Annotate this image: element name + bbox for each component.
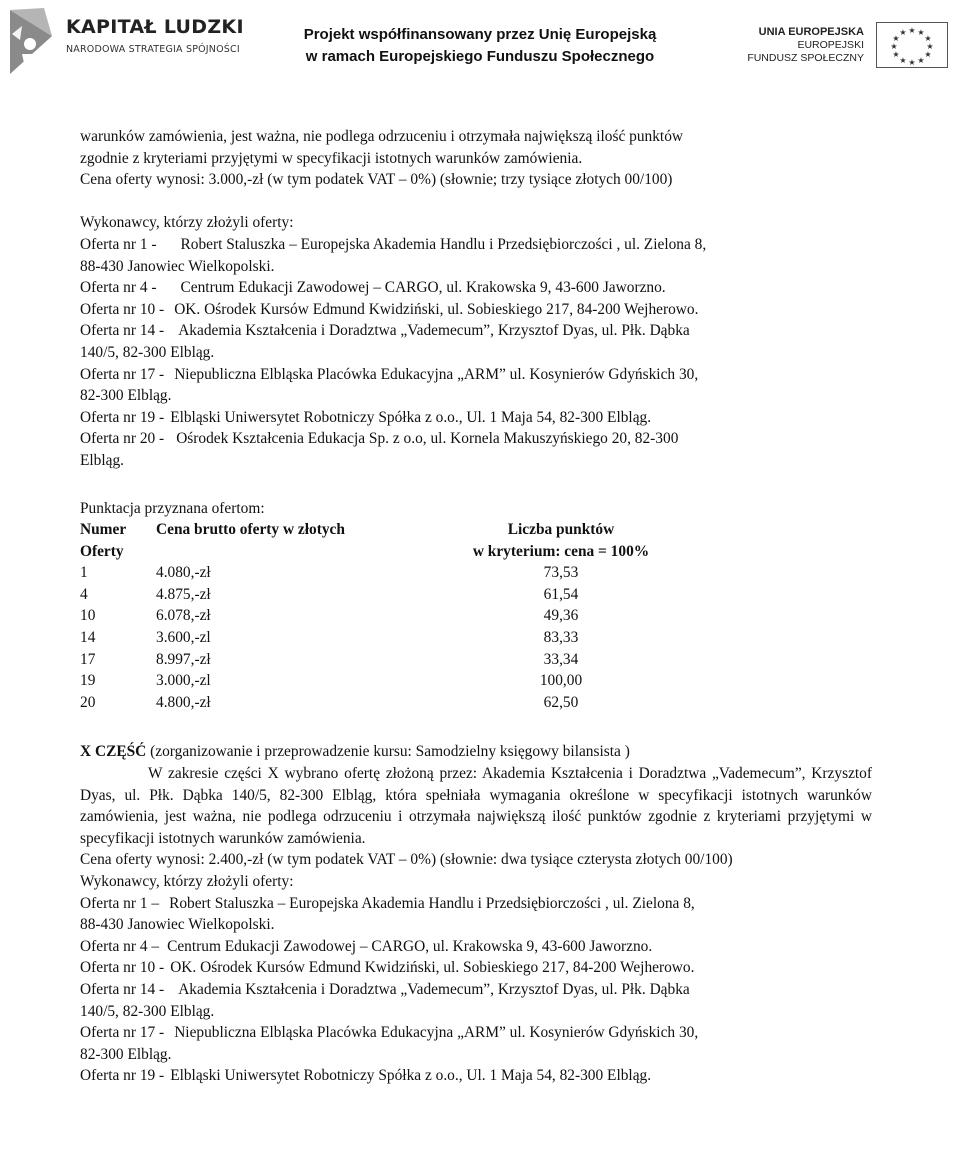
table-row: 17 8.997,-zł 33,34	[80, 650, 579, 668]
kapital-ludzki-subtitle: NARODOWA STRATEGIA SPÓJNOŚCI	[66, 44, 240, 55]
svg-text:★: ★	[899, 28, 907, 37]
offer-label: Oferta nr 4 –	[80, 937, 160, 955]
offer-label: Oferta nr 1 -	[80, 235, 157, 253]
offer-label: Oferta nr 17 -	[80, 365, 165, 383]
eu-line-2: EUROPEJSKI	[797, 39, 864, 51]
offer-label: Oferta nr 19 -	[80, 1067, 165, 1085]
offer-label: Oferta nr 10 -	[80, 300, 165, 318]
intro-line-2: zgodnie z kryteriami przyjętymi w specyfikacji istotnych warunków zamówienia.	[80, 149, 583, 167]
offer-label: Oferta nr 14 -	[80, 980, 165, 998]
offer-label: Oferta nr 10 -	[80, 959, 165, 977]
svg-text:★: ★	[917, 28, 925, 37]
offer-text: Niepubliczna Elbląska Placówka Edukacyjna „ARM” ul. Kosynierów Gdyńskich 30,	[174, 1024, 699, 1042]
offer-item	[80, 407, 872, 429]
svg-text:★: ★	[892, 50, 900, 59]
offer-item	[80, 428, 872, 450]
svg-text:★: ★	[924, 50, 932, 59]
offer-text: Akademia Kształcenia i Doradztwa „Vademecum”, Krzysztof Dyas, ul. Płk. Dąbka	[178, 322, 690, 340]
header-points: Liczba punktów w kryterium: cena = 100%	[472, 521, 650, 560]
eu-line-3: FUNDUSZ SPOŁECZNY	[747, 52, 864, 64]
document-body	[80, 126, 872, 1087]
offer-item	[80, 893, 872, 915]
offer-text: Akademia Kształcenia i Doradztwa „Vademecum”, Krzysztof Dyas, ul. Płk. Dąbka	[178, 980, 690, 998]
kapital-ludzki-title: KAPITAŁ LUDZKI	[66, 16, 244, 38]
offer-text: Robert Staluszka – Europejska Akademia Handlu i Przedsiębiorczości , ul. Zielona 8,	[180, 235, 707, 253]
offer-label: Oferta nr 20 -	[80, 430, 165, 448]
offer-item	[80, 1065, 872, 1087]
part-label: X CZĘŚĆ	[80, 743, 147, 761]
svg-text:★: ★	[908, 58, 916, 67]
svg-text:★: ★	[926, 42, 934, 51]
price-line: Cena oferty wynosi: 2.400,-zł (w tym podatek VAT – 0%) (słownie: dwa tysiące czterysta złotych 00/100)	[80, 851, 733, 869]
offer-item	[80, 1022, 872, 1044]
offer-text: Centrum Edukacji Zawodowej – CARGO, ul. Krakowska 9, 43-600 Jaworzno.	[180, 279, 666, 297]
part-heading	[80, 741, 872, 763]
table-row: 4 4.875,-zł 61,54	[80, 585, 579, 603]
offer-item	[80, 979, 872, 1001]
offer-text: Elbląski Uniwersytet Robotniczy Spółka z o.o., Ul. 1 Maja 54, 82-300 Elbląg.	[170, 1067, 652, 1085]
offer-text: OK. Ośrodek Kursów Edmund Kwidziński, ul. Sobieskiego 217, 84-200 Wejherowo.	[170, 959, 695, 977]
scoring-title: Punktacja przyznana ofertom:	[80, 499, 265, 517]
offer-text: Centrum Edukacji Zawodowej – CARGO, ul. Krakowska 9, 43-600 Jaworzno.	[167, 937, 653, 955]
svg-text:★: ★	[917, 56, 925, 65]
offer-text: Elbląski Uniwersytet Robotniczy Spółka z o.o., Ul. 1 Maja 54, 82-300 Elbląg.	[170, 408, 652, 426]
eu-line-1: UNIA EUROPEJSKA	[758, 26, 864, 38]
eu-logo-text	[747, 26, 864, 65]
svg-text:★: ★	[890, 42, 898, 51]
offer-label: Oferta nr 4 -	[80, 279, 157, 297]
offer-label: Oferta nr 19 -	[80, 408, 165, 426]
offer-text: Robert Staluszka – Europejska Akademia Handlu i Przedsiębiorczości , ul. Zielona 8,	[169, 894, 695, 912]
offer-continuation: 82-300 Elbląg.	[80, 1045, 172, 1063]
selection-paragraph: W zakresie części X wybrano ofertę złożoną przez: Akademia Kształcenia i Doradztwa „Vademecum”, Krzysztof Dyas, ul. Płk. Dąbka 140/5, 82-300 Elbląg, która spełniała wymagania określone w specyfikacji istotnych warunków zamówienia, jest ważna, nie podlega odrzuceniu i otrzymała największą ilość punktów zgodnie z kryteriami przyjętymi w specyfikacji istotnych warunków zamówienia.	[80, 765, 872, 847]
offer-continuation: 88-430 Janowiec Wielkopolski.	[80, 916, 275, 934]
scoring-table	[80, 519, 676, 713]
offer-label: Oferta nr 17 -	[80, 1024, 165, 1042]
funding-line-1: Projekt współfinansowany przez Unię Europejską	[303, 26, 657, 43]
eu-flag-icon	[876, 22, 948, 68]
offer-item	[80, 299, 872, 321]
table-row: 10 6.078,-zł 49,36	[80, 607, 579, 625]
table-row: 20 4.800,-zł 62,50	[80, 693, 579, 711]
svg-text:★: ★	[899, 56, 907, 65]
offer-item	[80, 957, 872, 979]
svg-text:★: ★	[908, 26, 916, 35]
table-row: 14 3.600,-zl 83,33	[80, 629, 579, 647]
table-row: 19 3.000,-zl 100,00	[80, 672, 583, 690]
offer-text: Ośrodek Kształcenia Edukacja Sp. z o.o, ul. Kornela Makuszyńskiego 20, 82-300	[176, 430, 679, 448]
table-header-row	[80, 519, 676, 562]
svg-text:★: ★	[924, 34, 932, 43]
intro-line-1: warunków zamówienia, jest ważna, nie podlega odrzuceniu i otrzymała największą ilość punktów	[80, 128, 684, 145]
offer-continuation: 82-300 Elbląg.	[80, 387, 172, 405]
bidders-heading: Wykonawcy, którzy złożyli oferty:	[80, 214, 294, 232]
svg-text:★: ★	[892, 34, 900, 43]
part-description: (zorganizowanie i przeprowadzenie kursu: Samodzielny księgowy bilansista )	[150, 743, 630, 761]
offer-continuation: 140/5, 82-300 Elbląg.	[80, 343, 215, 361]
offer-item	[80, 277, 872, 299]
page-header	[0, 0, 960, 80]
offer-continuation: 88-430 Janowiec Wielkopolski.	[80, 257, 275, 275]
table-row: 1 4.080,-zł 73,53	[80, 564, 579, 582]
offer-item	[80, 320, 872, 342]
offer-text: Niepubliczna Elbląska Placówka Edukacyjna „ARM” ul. Kosynierów Gdyńskich 30,	[174, 365, 699, 383]
offer-continuation: Elbląg.	[80, 451, 125, 469]
offer-item	[80, 936, 872, 958]
offer-item	[80, 364, 872, 386]
offer-continuation: 140/5, 82-300 Elbląg.	[80, 1002, 215, 1020]
header-number: Numer Oferty	[80, 521, 127, 560]
funding-line-2: w ramach Europejskiego Funduszu Społecznego	[305, 48, 655, 65]
offer-label: Oferta nr 1 –	[80, 894, 160, 912]
price-line: Cena oferty wynosi: 3.000,-zł (w tym podatek VAT – 0%) (słownie; trzy tysiące złotych 00/100)	[80, 171, 673, 189]
offer-item	[80, 234, 872, 256]
offer-text: OK. Ośrodek Kursów Edmund Kwidziński, ul. Sobieskiego 217, 84-200 Wejherowo.	[174, 300, 699, 318]
bidders-heading: Wykonawcy, którzy złożyli oferty:	[80, 873, 294, 890]
offer-label: Oferta nr 14 -	[80, 322, 165, 340]
header-price: Cena brutto oferty w złotych	[156, 521, 345, 539]
